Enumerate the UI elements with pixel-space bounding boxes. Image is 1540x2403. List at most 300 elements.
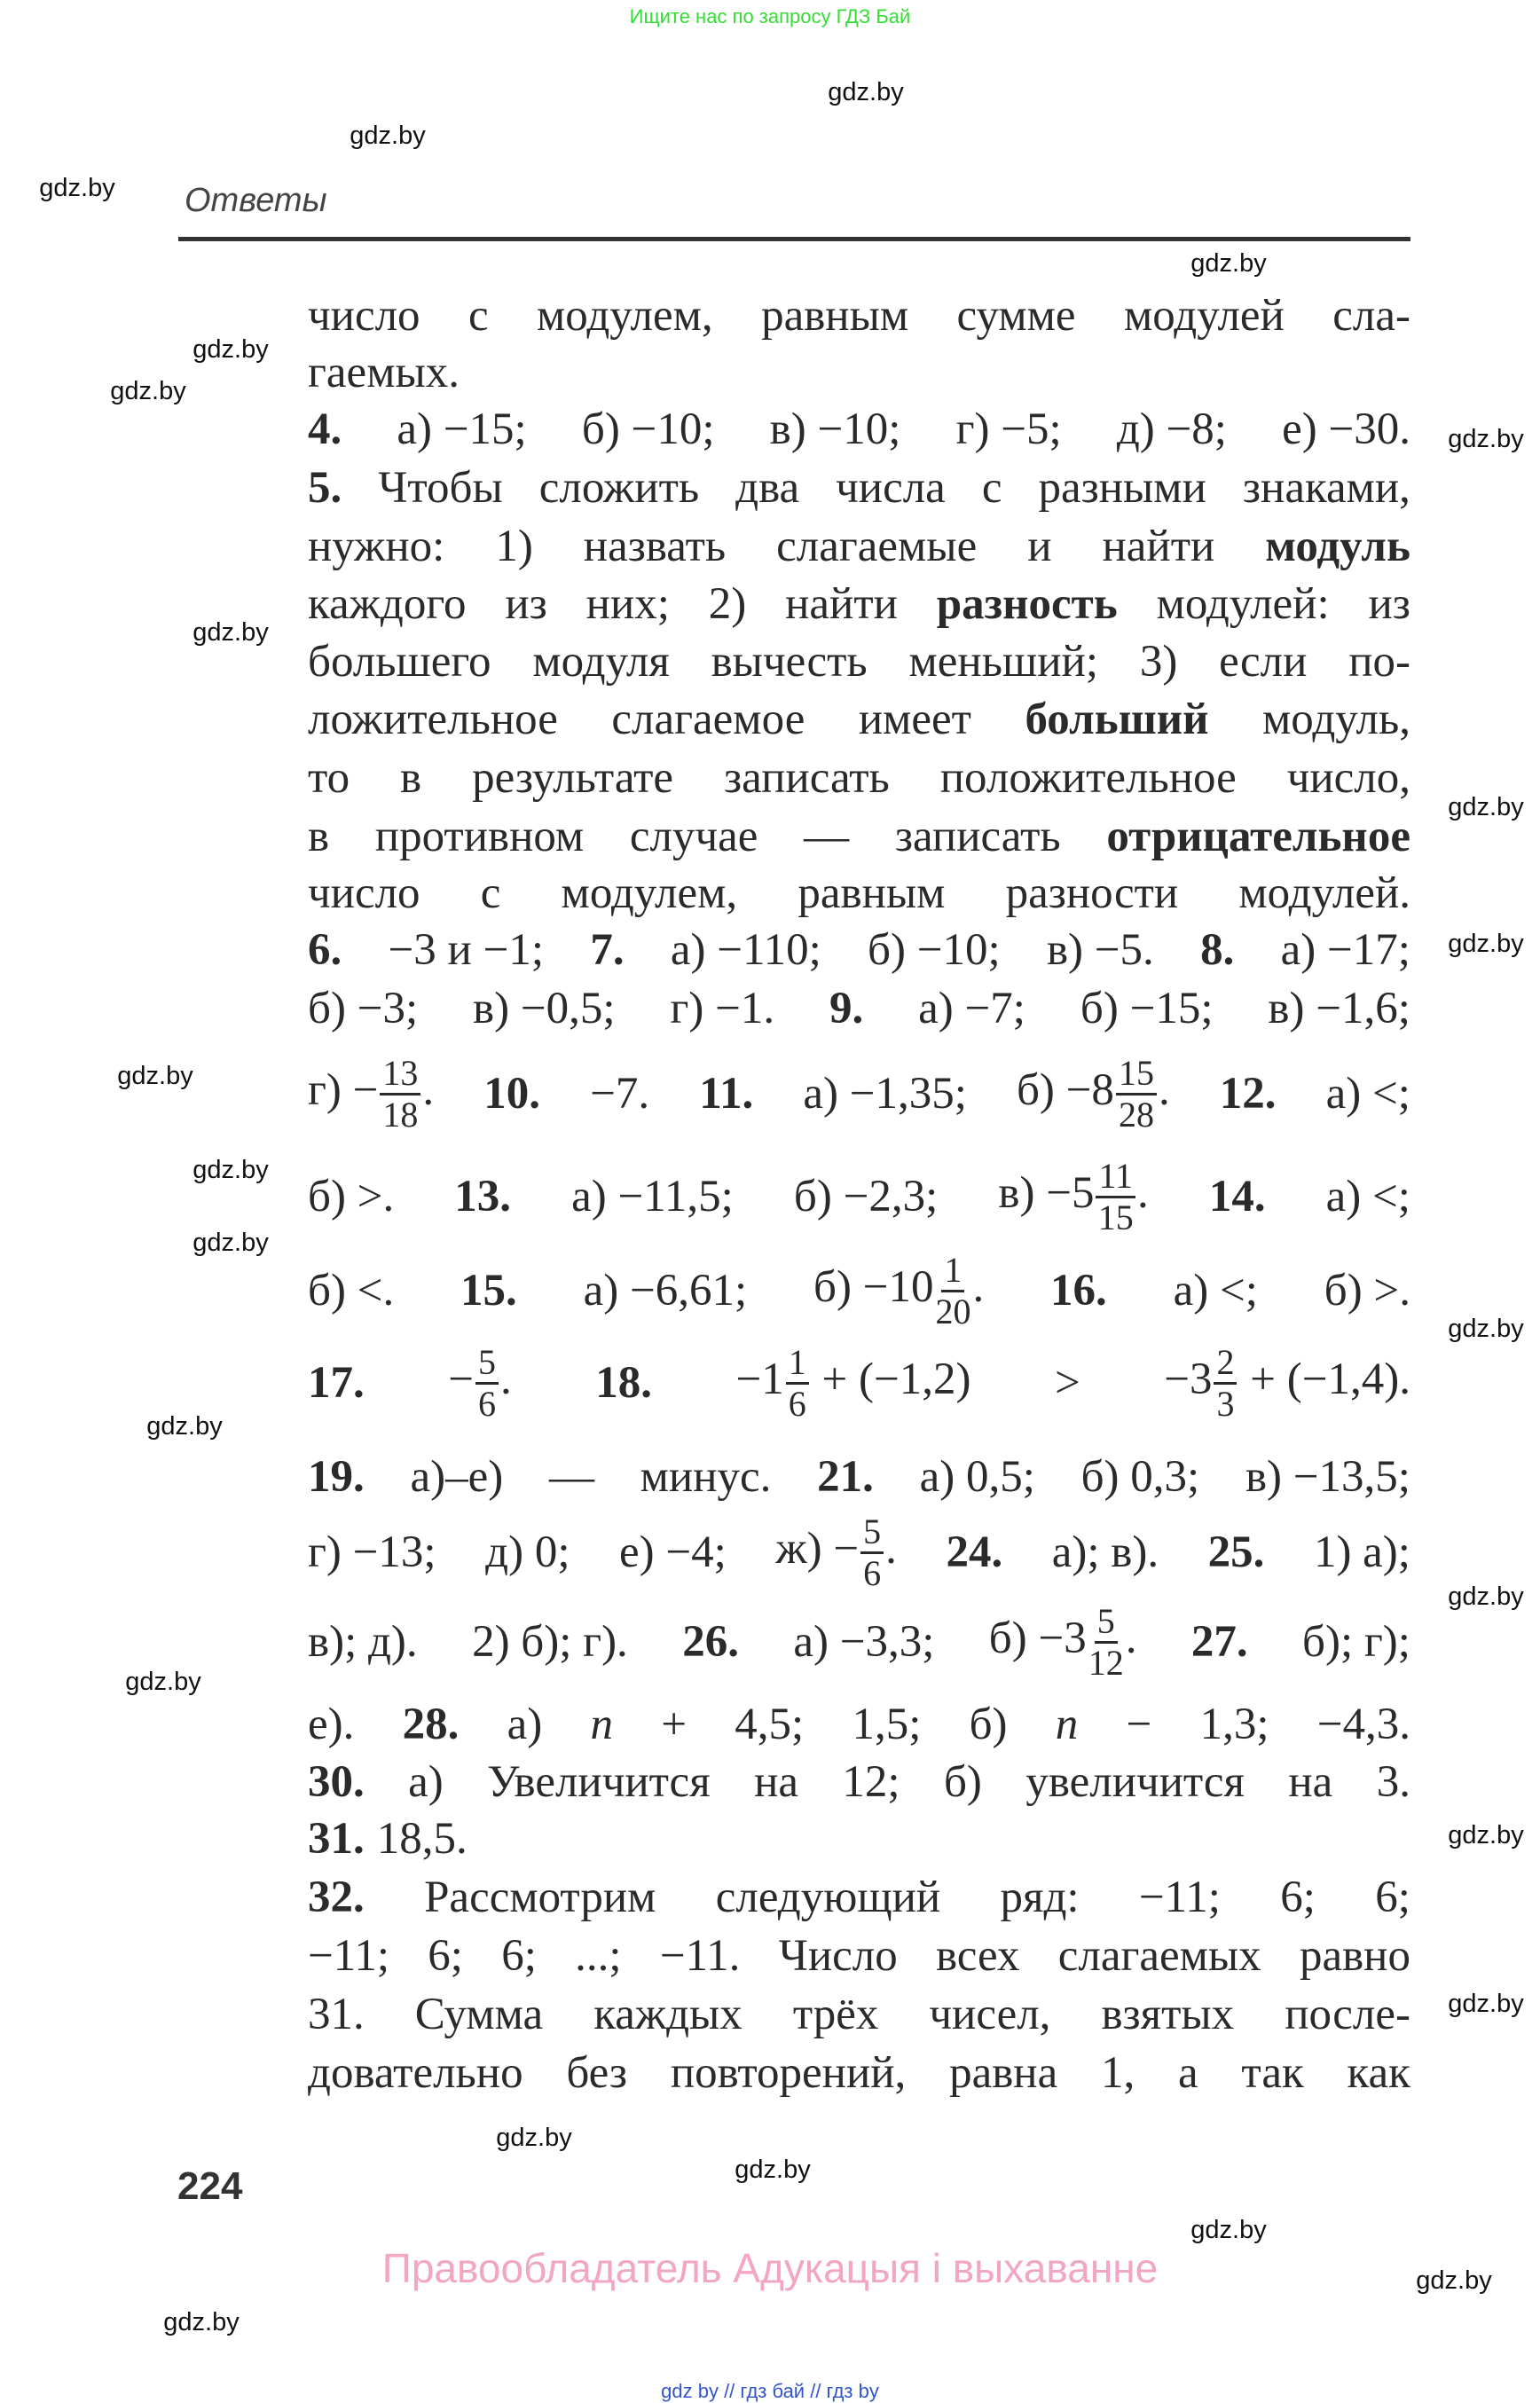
text: трёх bbox=[792, 1990, 879, 2039]
text: Рассмотрим bbox=[424, 1873, 656, 1922]
text: е). bbox=[308, 1700, 355, 1749]
text: модуль bbox=[1265, 522, 1410, 571]
exercise-number bbox=[454, 1168, 511, 1225]
denominator: 12 bbox=[1088, 1642, 1124, 1683]
text: модулей. bbox=[1238, 868, 1410, 918]
word bbox=[1178, 2045, 1198, 2101]
word bbox=[1102, 518, 1214, 575]
denominator: 28 bbox=[1118, 1094, 1154, 1135]
text: сла- bbox=[1332, 291, 1410, 341]
text: е) −30. bbox=[1282, 404, 1410, 454]
text: меньший; bbox=[908, 637, 1098, 687]
exercise-number bbox=[403, 1696, 460, 1753]
exercise-number bbox=[595, 1355, 652, 1411]
text: результате bbox=[472, 753, 674, 803]
word bbox=[724, 750, 890, 806]
word bbox=[571, 1168, 734, 1225]
text: 18,5. bbox=[376, 1814, 468, 1864]
watermark: gdz.by bbox=[1448, 1582, 1524, 1611]
text: в) −10; bbox=[769, 404, 901, 454]
word bbox=[1174, 1262, 1258, 1319]
text: Сумма bbox=[414, 1990, 544, 2039]
exercise-number bbox=[1025, 691, 1208, 748]
word bbox=[982, 459, 1002, 516]
denominator: 6 bbox=[863, 1552, 882, 1593]
word bbox=[1101, 2045, 1135, 2101]
word bbox=[308, 1928, 389, 1984]
text: −11; bbox=[1138, 1873, 1221, 1922]
text: б) −10; bbox=[868, 925, 1001, 975]
watermark: gdz.by bbox=[350, 122, 426, 150]
word bbox=[468, 287, 489, 344]
text: а) −6,61; bbox=[583, 1266, 748, 1315]
text: а) <; bbox=[1325, 1172, 1410, 1221]
text: модулем, bbox=[537, 291, 713, 341]
text: 3) bbox=[1139, 637, 1178, 687]
word bbox=[1281, 922, 1410, 978]
text-line bbox=[308, 691, 1410, 748]
word bbox=[532, 633, 669, 690]
watermark: gdz.by bbox=[125, 1668, 201, 1696]
text: 2) bbox=[708, 579, 747, 629]
word bbox=[793, 1986, 879, 2043]
text: д) 0; bbox=[485, 1527, 570, 1577]
text: а) <; bbox=[1173, 1266, 1258, 1315]
text: и bbox=[1027, 522, 1052, 571]
numerator: 2 bbox=[1214, 1343, 1237, 1385]
mixed-number bbox=[735, 1343, 970, 1424]
exercise-number bbox=[682, 1614, 739, 1670]
text-line bbox=[308, 1155, 1410, 1237]
word bbox=[424, 1869, 656, 1926]
text: б) −10 bbox=[813, 1261, 934, 1312]
word bbox=[566, 2045, 627, 2101]
word bbox=[868, 922, 1001, 978]
word bbox=[1157, 576, 1330, 632]
text: Число bbox=[778, 1931, 898, 1981]
text: равна bbox=[949, 2048, 1058, 2098]
exercise-number bbox=[308, 1754, 365, 1810]
text: 13. bbox=[454, 1172, 512, 1221]
text: каждых bbox=[593, 1990, 742, 2039]
text: а) −17; bbox=[1280, 925, 1410, 975]
word bbox=[1081, 1449, 1200, 1505]
text: минус. bbox=[640, 1452, 772, 1502]
exercise-number bbox=[308, 459, 342, 516]
word bbox=[842, 1754, 900, 1810]
text: Увеличится bbox=[487, 1757, 711, 1807]
text: повторений, bbox=[670, 2048, 907, 2098]
word bbox=[770, 401, 901, 458]
text: −1 bbox=[735, 1354, 784, 1404]
denominator: 6 bbox=[788, 1383, 806, 1424]
fraction bbox=[1214, 1343, 1237, 1424]
word bbox=[1241, 2045, 1303, 2101]
text: 15. bbox=[460, 1266, 517, 1315]
text: в bbox=[400, 753, 422, 803]
word bbox=[761, 287, 908, 344]
word bbox=[1377, 1754, 1410, 1810]
text: . bbox=[972, 1261, 985, 1312]
text: −11. bbox=[659, 1931, 741, 1981]
text: −3 и −1; bbox=[388, 925, 545, 975]
word bbox=[1280, 1869, 1316, 1926]
text: модулей: bbox=[1156, 579, 1330, 629]
text: n bbox=[1055, 1700, 1079, 1749]
watermark: gdz.by bbox=[1448, 793, 1524, 821]
text: 25. bbox=[1207, 1527, 1265, 1577]
header-rule bbox=[178, 237, 1410, 241]
text: всех bbox=[935, 1931, 1020, 1981]
text: число bbox=[308, 291, 420, 341]
word bbox=[308, 344, 460, 401]
text: противном bbox=[374, 812, 585, 861]
text: взятых bbox=[1101, 1990, 1235, 2039]
text: довательно bbox=[308, 2048, 523, 2098]
page-number: 224 bbox=[177, 2164, 243, 2208]
exercise-number bbox=[308, 1869, 365, 1926]
word bbox=[661, 1696, 687, 1753]
word bbox=[1127, 1696, 1152, 1753]
text-line bbox=[308, 518, 1410, 575]
text: 6; bbox=[428, 1931, 463, 1981]
text: ...; bbox=[575, 1931, 622, 1981]
text: а)–е) bbox=[410, 1452, 504, 1502]
text: 3. bbox=[1376, 1757, 1410, 1807]
watermark: gdz.by bbox=[117, 1062, 193, 1090]
text: а) −3,3; bbox=[793, 1617, 935, 1667]
exercise-number bbox=[308, 1449, 365, 1505]
text: . bbox=[1125, 1613, 1137, 1663]
fraction bbox=[935, 1251, 970, 1331]
word bbox=[909, 633, 1099, 690]
word bbox=[671, 2045, 906, 2101]
word bbox=[716, 1869, 940, 1926]
denominator: 3 bbox=[1216, 1383, 1235, 1424]
watermark: gdz.by bbox=[1416, 2266, 1492, 2295]
word bbox=[1348, 633, 1410, 690]
text: в) −0,5; bbox=[473, 984, 616, 1033]
denominator: 18 bbox=[382, 1094, 419, 1135]
word bbox=[619, 1524, 727, 1581]
word bbox=[1058, 1928, 1261, 1984]
text: −11; bbox=[308, 1931, 390, 1981]
text: а) −1,35; bbox=[803, 1069, 967, 1119]
word bbox=[428, 1928, 463, 1984]
text: а) −11,5; bbox=[571, 1172, 734, 1221]
text: − bbox=[448, 1354, 474, 1404]
text: а) 0,5; bbox=[919, 1452, 1035, 1502]
text: n bbox=[590, 1700, 613, 1749]
exercise-number bbox=[308, 401, 342, 458]
word bbox=[377, 1810, 468, 1867]
text: записать bbox=[894, 812, 1061, 861]
text: 4,5; bbox=[735, 1700, 805, 1749]
word bbox=[944, 1754, 982, 1810]
text: случае bbox=[629, 812, 758, 861]
text-line bbox=[308, 401, 1410, 458]
word bbox=[537, 287, 713, 344]
text-line bbox=[308, 980, 1410, 1037]
text: . bbox=[885, 1523, 897, 1574]
word bbox=[1288, 1754, 1332, 1810]
text: 16. bbox=[1050, 1266, 1107, 1315]
word bbox=[1332, 287, 1410, 344]
text: 19. bbox=[308, 1452, 365, 1502]
text: число, bbox=[1286, 753, 1410, 803]
word bbox=[507, 1696, 543, 1753]
text: а) <; bbox=[1325, 1069, 1410, 1119]
text: больший bbox=[1025, 695, 1209, 744]
fraction bbox=[475, 1343, 499, 1424]
text: разность bbox=[936, 579, 1118, 629]
word bbox=[1243, 459, 1410, 516]
text: то bbox=[308, 753, 350, 803]
text-line bbox=[308, 808, 1410, 865]
watermark: gdz.by bbox=[146, 1412, 223, 1441]
word bbox=[670, 980, 774, 1037]
word bbox=[793, 1614, 934, 1670]
watermark: gdz.by bbox=[1448, 1315, 1524, 1343]
text: а bbox=[1178, 2048, 1198, 2098]
text: большего bbox=[308, 637, 491, 687]
text: а) −15; bbox=[397, 404, 527, 454]
text-line bbox=[308, 1696, 1410, 1753]
text-line bbox=[308, 922, 1410, 978]
word bbox=[794, 1168, 938, 1225]
word bbox=[754, 1754, 798, 1810]
text: в) −1,6; bbox=[1268, 984, 1410, 1033]
text-line bbox=[308, 865, 1410, 922]
text: с bbox=[981, 463, 1002, 513]
word bbox=[1027, 518, 1051, 575]
text: г) −13; bbox=[308, 1527, 436, 1577]
word bbox=[375, 808, 584, 865]
denominator: 20 bbox=[935, 1291, 971, 1331]
text: в) −5 bbox=[998, 1167, 1095, 1218]
text: − bbox=[1126, 1700, 1152, 1749]
word bbox=[481, 865, 501, 922]
copyright-note: Правообладатель Адукацыя і выхаванне bbox=[381, 2245, 1159, 2291]
exercise-number bbox=[1050, 1262, 1107, 1319]
mixed-number bbox=[308, 1054, 434, 1135]
text-line bbox=[308, 287, 1410, 344]
text-line bbox=[308, 1449, 1410, 1505]
word bbox=[929, 1986, 1050, 2043]
word bbox=[711, 633, 868, 690]
text: на bbox=[754, 1757, 798, 1807]
watermark: gdz.by bbox=[192, 335, 269, 364]
text-line bbox=[308, 344, 1410, 401]
text: с bbox=[480, 868, 501, 918]
text: 28. bbox=[402, 1700, 460, 1749]
text: 9. bbox=[829, 984, 864, 1033]
word bbox=[1101, 1986, 1234, 2043]
text: в bbox=[308, 812, 330, 861]
watermark: gdz.by bbox=[1448, 930, 1524, 958]
word bbox=[970, 1696, 1008, 1753]
text: а) −110; bbox=[670, 925, 821, 975]
mixed-number bbox=[1164, 1343, 1410, 1424]
text: модуля bbox=[532, 637, 670, 687]
text: после- bbox=[1285, 1990, 1410, 2039]
text: с bbox=[468, 291, 489, 341]
word bbox=[308, 2045, 523, 2101]
numerator: 15 bbox=[1116, 1054, 1157, 1095]
word bbox=[308, 1524, 436, 1581]
word bbox=[408, 1754, 444, 1810]
watermark: gdz.by bbox=[192, 1229, 269, 1257]
text: . bbox=[500, 1354, 512, 1404]
watermark: gdz.by bbox=[39, 174, 115, 202]
text: 26. bbox=[682, 1617, 739, 1667]
fraction bbox=[860, 1512, 884, 1593]
text: + bbox=[661, 1700, 688, 1749]
word bbox=[1285, 1986, 1410, 2043]
watermark: gdz.by bbox=[1448, 1821, 1524, 1849]
fraction bbox=[380, 1054, 420, 1135]
word bbox=[584, 1262, 748, 1319]
text: 2) б); г). bbox=[472, 1617, 628, 1667]
word bbox=[1287, 750, 1410, 806]
text: 17. bbox=[308, 1358, 365, 1408]
word bbox=[1314, 1524, 1410, 1581]
text-line bbox=[308, 633, 1410, 690]
word bbox=[940, 750, 1237, 806]
section-header: Ответы bbox=[185, 182, 327, 219]
text: назвать bbox=[583, 522, 727, 571]
watermark: gdz.by bbox=[163, 2308, 240, 2336]
text: −7. bbox=[590, 1069, 650, 1119]
text: 30. bbox=[308, 1757, 365, 1807]
word bbox=[1056, 1696, 1079, 1753]
fraction bbox=[1088, 1602, 1124, 1683]
word bbox=[485, 1524, 570, 1581]
word bbox=[1368, 576, 1410, 632]
mixed-number bbox=[998, 1157, 1148, 1237]
text: б) <. bbox=[308, 1266, 395, 1315]
text: 6; bbox=[1375, 1873, 1410, 1922]
text-line bbox=[308, 2045, 1410, 2101]
word bbox=[308, 980, 418, 1037]
numerator: 13 bbox=[380, 1054, 420, 1095]
text: 6; bbox=[501, 1931, 537, 1981]
word bbox=[308, 287, 420, 344]
word bbox=[562, 865, 738, 922]
word bbox=[472, 1614, 628, 1670]
text: каждого bbox=[308, 579, 467, 629]
word bbox=[735, 459, 799, 516]
text: б) >. bbox=[308, 1172, 395, 1221]
text: 1) а); bbox=[1313, 1527, 1410, 1577]
watermark: gdz.by bbox=[1190, 249, 1267, 278]
exercise-number bbox=[937, 576, 1118, 632]
watermark: gdz.by bbox=[192, 1156, 269, 1184]
word bbox=[895, 808, 1061, 865]
text: них; bbox=[585, 579, 670, 629]
text: ж) − bbox=[775, 1523, 860, 1574]
text-line bbox=[308, 576, 1410, 632]
text: б) bbox=[943, 1757, 982, 1807]
word bbox=[1139, 1869, 1221, 1926]
text-line bbox=[308, 1754, 1410, 1810]
fraction bbox=[786, 1343, 809, 1424]
exercise-number bbox=[1191, 1614, 1248, 1670]
word bbox=[590, 1065, 649, 1122]
word bbox=[308, 576, 466, 632]
word bbox=[308, 865, 420, 922]
word bbox=[400, 750, 421, 806]
word bbox=[640, 1449, 772, 1505]
exercise-number bbox=[1208, 1524, 1265, 1581]
text: гаемых. bbox=[308, 348, 460, 397]
word bbox=[308, 518, 444, 575]
text-line bbox=[308, 1986, 1410, 2043]
word bbox=[859, 691, 971, 748]
mixed-number bbox=[775, 1512, 896, 1593]
word bbox=[501, 1928, 537, 1984]
text: е) −4; bbox=[619, 1527, 727, 1577]
text: 31. bbox=[308, 1990, 365, 2039]
text: б) −15; bbox=[1080, 984, 1214, 1033]
text: записать bbox=[724, 753, 890, 803]
word bbox=[1140, 633, 1177, 690]
text: из bbox=[1368, 579, 1410, 629]
text: без bbox=[566, 2048, 628, 2098]
word bbox=[611, 691, 805, 748]
text: 6. bbox=[308, 925, 342, 975]
text: г) −1. bbox=[670, 984, 775, 1033]
word bbox=[920, 1449, 1035, 1505]
text: . bbox=[1158, 1064, 1170, 1115]
text: д) −8; bbox=[1116, 404, 1227, 454]
word bbox=[505, 576, 546, 632]
word bbox=[539, 459, 699, 516]
text: следующий bbox=[715, 1873, 941, 1922]
word bbox=[918, 980, 1025, 1037]
text: б) >. bbox=[1324, 1266, 1410, 1315]
word bbox=[735, 1696, 804, 1753]
watermark: gdz.by bbox=[496, 2124, 572, 2152]
denominator: 15 bbox=[1097, 1197, 1134, 1237]
word bbox=[1117, 401, 1227, 458]
word bbox=[593, 1986, 742, 2043]
exercise-number bbox=[817, 1449, 874, 1505]
text: найти bbox=[785, 579, 898, 629]
watermark: gdz.by bbox=[828, 78, 904, 106]
text: модулей bbox=[1123, 291, 1285, 341]
text: б) 0,3; bbox=[1080, 1452, 1200, 1502]
word bbox=[549, 1449, 594, 1505]
text: увеличится bbox=[1025, 1757, 1245, 1807]
word bbox=[397, 401, 526, 458]
text: — bbox=[548, 1452, 594, 1502]
text: чисел, bbox=[929, 1990, 1051, 2039]
word bbox=[495, 518, 532, 575]
fraction bbox=[1096, 1157, 1135, 1237]
text-line bbox=[308, 1810, 1410, 1867]
word bbox=[1326, 1065, 1410, 1122]
watermark: gdz.by bbox=[192, 618, 269, 647]
text: 8. bbox=[1200, 925, 1235, 975]
text: числа bbox=[836, 463, 946, 513]
text: отрицательное bbox=[1106, 812, 1410, 861]
footer-links[interactable]: gdz by // гдз бай // гдз by bbox=[661, 2380, 879, 2402]
text: модуль, bbox=[1262, 695, 1410, 744]
text: б) −3; bbox=[308, 984, 419, 1033]
word bbox=[957, 287, 1076, 344]
text: 1,5; bbox=[852, 1700, 922, 1749]
